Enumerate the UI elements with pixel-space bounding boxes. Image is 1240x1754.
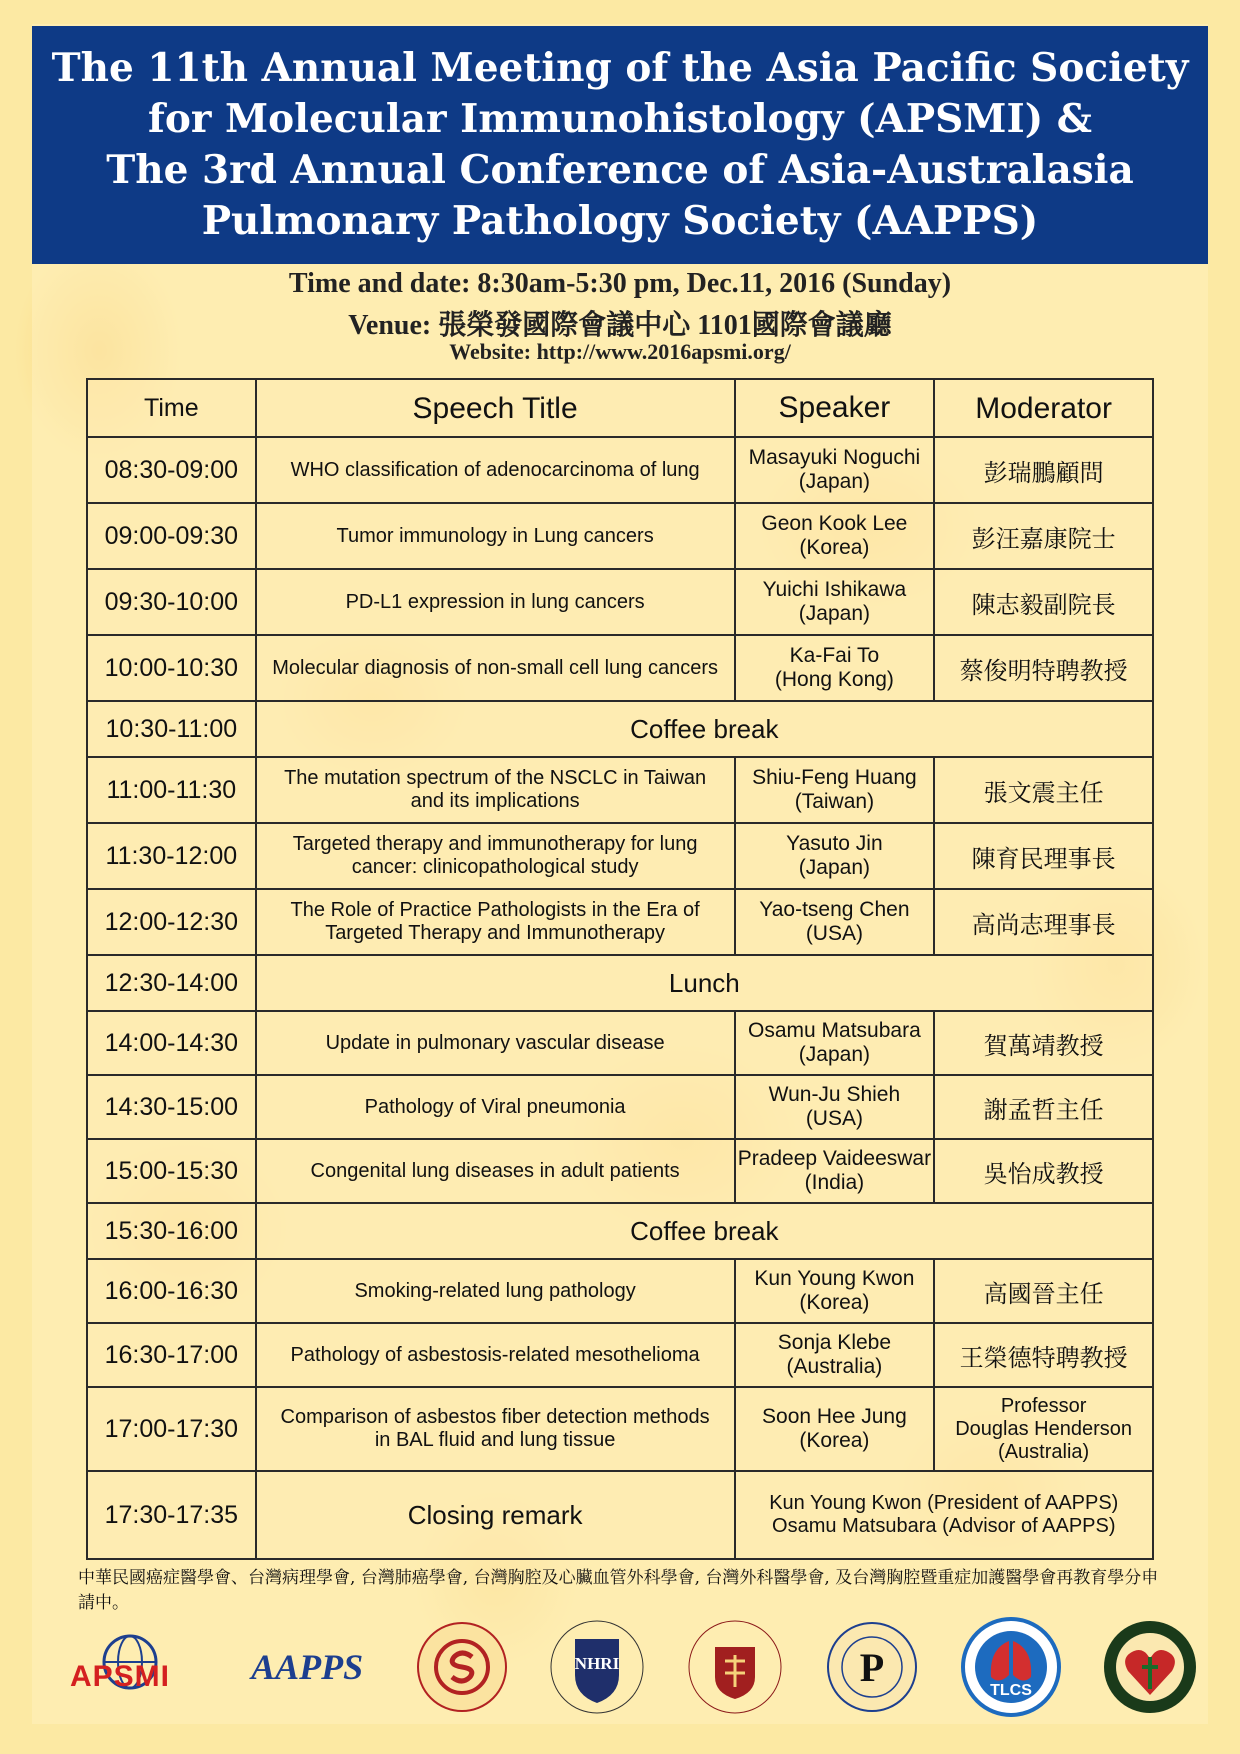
table-row bbox=[87, 569, 1153, 635]
break-row bbox=[87, 701, 1153, 757]
title-line: Targeted Therapy and Immunotherapy bbox=[325, 922, 666, 944]
moderator-cell: 蔡俊明特聘教授 bbox=[934, 635, 1153, 701]
aapps-logo-text: AAPPS bbox=[251, 1647, 364, 1687]
moderator-cell: 吳怡成教授 bbox=[934, 1139, 1153, 1203]
speaker-country: (USA) bbox=[805, 1107, 863, 1130]
speaker-cell bbox=[735, 757, 935, 823]
time-cell: 09:00-09:30 bbox=[87, 503, 256, 569]
speaker-cell bbox=[735, 1259, 935, 1323]
title-cell: Pathology of asbestosis-related mesothelioma bbox=[256, 1323, 735, 1387]
time-cell: 17:30-17:35 bbox=[87, 1471, 256, 1559]
time-cell: 10:30-11:00 bbox=[87, 701, 256, 757]
speaker-cell bbox=[735, 437, 935, 503]
time-cell: 10:00-10:30 bbox=[87, 635, 256, 701]
moderator-cell: 彭汪嘉康院士 bbox=[934, 503, 1153, 569]
time-cell: 12:30-14:00 bbox=[87, 955, 256, 1011]
break-label: Coffee break bbox=[256, 701, 1153, 757]
moderator-cell: 張文震主任 bbox=[934, 757, 1153, 823]
lung-cancer-society-icon bbox=[959, 1615, 1063, 1719]
time-cell: 14:00-14:30 bbox=[87, 1011, 256, 1075]
speaker-name: Ka-Fai To bbox=[789, 644, 880, 667]
title-line-4: Pulmonary Pathology Society (AAPPS) bbox=[201, 198, 1039, 244]
heart-seal-icon bbox=[1100, 1617, 1200, 1717]
apsmi-logo bbox=[40, 1650, 200, 1693]
table-row bbox=[87, 1011, 1153, 1075]
title-line-1: The 11th Annual Meeting of the Asia Pacific Society bbox=[51, 45, 1189, 91]
title-cell: Pathology of Viral pneumonia bbox=[256, 1075, 735, 1139]
speaker-cell bbox=[735, 1387, 935, 1471]
time-cell: 11:30-12:00 bbox=[87, 823, 256, 889]
thoracic-cardiovascular-surgery-logo bbox=[1100, 1617, 1200, 1717]
moderator-cell: 賀萬靖教授 bbox=[934, 1011, 1153, 1075]
table-row bbox=[87, 1259, 1153, 1323]
speaker-name: Yao-tseng Chen bbox=[759, 898, 910, 921]
title-cell bbox=[256, 757, 735, 823]
taipei-medical-university-logo bbox=[685, 1617, 785, 1717]
header-time: Time bbox=[87, 379, 256, 437]
table-row bbox=[87, 823, 1153, 889]
time-cell: 15:30-16:00 bbox=[87, 1203, 256, 1259]
time-cell: 09:30-10:00 bbox=[87, 569, 256, 635]
break-label: Coffee break bbox=[256, 1203, 1153, 1259]
title-line: The mutation spectrum of the NSCLC in Taiwan bbox=[284, 767, 707, 789]
moderator-line: (Australia) bbox=[998, 1440, 1090, 1463]
speaker-cell bbox=[735, 503, 935, 569]
speaker-name: Geon Kook Lee bbox=[761, 512, 908, 535]
oncology-seal-icon bbox=[414, 1619, 510, 1715]
title-banner bbox=[32, 26, 1208, 264]
moderator-cell: 謝孟哲主任 bbox=[934, 1075, 1153, 1139]
sponsor-logos bbox=[40, 1612, 1200, 1722]
title-cell bbox=[256, 823, 735, 889]
table-row bbox=[87, 503, 1153, 569]
pathology-letter: P bbox=[859, 1645, 884, 1690]
speaker-country: (Japan) bbox=[798, 1043, 870, 1066]
nhri-letters: NHRI bbox=[575, 1654, 620, 1673]
table-row bbox=[87, 1323, 1153, 1387]
title-line: The Role of Practice Pathologists in the Era of bbox=[290, 899, 700, 921]
table-row bbox=[87, 889, 1153, 955]
title-cell: Tumor immunology in Lung cancers bbox=[256, 503, 735, 569]
speaker-country: (USA) bbox=[805, 922, 863, 945]
speaker-country: (India) bbox=[804, 1171, 865, 1194]
speaker-name: Osamu Matsubara bbox=[748, 1019, 921, 1042]
title-line: in BAL fluid and lung tissue bbox=[374, 1429, 616, 1451]
moderator-cell: 陳志毅副院長 bbox=[934, 569, 1153, 635]
header-speech-title: Speech Title bbox=[256, 379, 735, 437]
speaker-country: (Korea) bbox=[799, 536, 870, 559]
table-row bbox=[87, 635, 1153, 701]
speaker-name: Kun Young Kwon bbox=[754, 1267, 915, 1290]
table-row bbox=[87, 757, 1153, 823]
time-cell: 12:00-12:30 bbox=[87, 889, 256, 955]
speaker-cell bbox=[735, 889, 935, 955]
table-row bbox=[87, 1387, 1153, 1471]
tmu-crest-icon bbox=[685, 1617, 785, 1717]
time-cell: 15:00-15:30 bbox=[87, 1139, 256, 1203]
table-row bbox=[87, 437, 1153, 503]
closing-row bbox=[87, 1471, 1153, 1559]
website-link[interactable]: Website: http://www.2016apsmi.org/ bbox=[449, 339, 791, 364]
moderator-cell: 彭瑞鵬顧問 bbox=[934, 437, 1153, 503]
speaker-cell bbox=[735, 1011, 935, 1075]
header-moderator: Moderator bbox=[934, 379, 1153, 437]
speaker-name: Sonja Klebe bbox=[777, 1331, 892, 1354]
chinese-oncology-society-logo bbox=[414, 1619, 510, 1715]
schedule-table bbox=[86, 378, 1154, 1560]
title-line: cancer: clinicopathological study bbox=[351, 856, 639, 878]
header-speaker: Speaker bbox=[735, 379, 935, 437]
tlcs-logo bbox=[959, 1615, 1063, 1719]
time-cell: 16:00-16:30 bbox=[87, 1259, 256, 1323]
speaker-country: (Taiwan) bbox=[794, 790, 875, 813]
speaker-cell bbox=[735, 569, 935, 635]
speaker-country: (Korea) bbox=[799, 1291, 870, 1314]
title-line: Comparison of asbestos fiber detection methods bbox=[280, 1406, 710, 1428]
apsmi-logo-text: APSMI bbox=[69, 1660, 170, 1693]
title-line-3: The 3rd Annual Conference of Asia-Australasia bbox=[106, 147, 1134, 193]
time-cell: 16:30-17:00 bbox=[87, 1323, 256, 1387]
moderator-cell: 王榮德特聘教授 bbox=[934, 1323, 1153, 1387]
table-row bbox=[87, 1139, 1153, 1203]
title-cell: Congenital lung diseases in adult patients bbox=[256, 1139, 735, 1203]
speaker-country: (Hong Kong) bbox=[774, 668, 894, 691]
speaker-name: Pradeep Vaideeswar bbox=[737, 1147, 932, 1170]
time-cell: 14:30-15:00 bbox=[87, 1075, 256, 1139]
venue: Venue: 張榮發國際會議中心 1101國際會議廳 bbox=[348, 310, 892, 341]
tlcs-letters: TLCS bbox=[989, 1682, 1032, 1699]
title-cell: Closing remark bbox=[256, 1471, 735, 1559]
time-cell: 08:30-09:00 bbox=[87, 437, 256, 503]
closing-speaker: Kun Young Kwon (President of AAPPS) bbox=[769, 1492, 1119, 1514]
speaker-name: Yasuto Jin bbox=[786, 832, 883, 855]
title-cell bbox=[256, 889, 735, 955]
speaker-name: Wun-Ju Shieh bbox=[768, 1083, 901, 1106]
speaker-cell bbox=[735, 635, 935, 701]
nhri-shield-icon bbox=[547, 1617, 647, 1717]
pathology-seal-icon bbox=[822, 1617, 922, 1717]
speaker-country: (Japan) bbox=[798, 602, 870, 625]
moderator-line: Douglas Henderson bbox=[955, 1417, 1133, 1440]
speaker-country: (Japan) bbox=[798, 470, 870, 493]
moderator-cell: 高國晉主任 bbox=[934, 1259, 1153, 1323]
moderator-cell: 陳育民理事長 bbox=[934, 823, 1153, 889]
title-line: and its implications bbox=[410, 790, 580, 812]
speaker-cell bbox=[735, 1075, 935, 1139]
speaker-cell bbox=[735, 1323, 935, 1387]
table-row bbox=[87, 1075, 1153, 1139]
time-cell: 11:00-11:30 bbox=[87, 757, 256, 823]
speaker-country: (Korea) bbox=[799, 1429, 870, 1452]
title-line-2: for Molecular Immunohistology (APSMI) & bbox=[148, 96, 1092, 142]
speaker-cell bbox=[735, 823, 935, 889]
title-line: Targeted therapy and immunotherapy for lung bbox=[292, 833, 698, 855]
speaker-cell bbox=[735, 1139, 935, 1203]
table-header-row bbox=[87, 379, 1153, 437]
speaker-name: Yuichi Ishikawa bbox=[762, 578, 907, 601]
speaker-name: Soon Hee Jung bbox=[762, 1405, 907, 1428]
speaker-country: (Australia) bbox=[786, 1355, 883, 1378]
speaker-name: Shiu-Feng Huang bbox=[752, 766, 917, 789]
taiwan-society-of-pathology-logo bbox=[822, 1617, 922, 1717]
title-cell bbox=[256, 1387, 735, 1471]
time-cell: 17:00-17:30 bbox=[87, 1387, 256, 1471]
speaker-country: (Japan) bbox=[798, 856, 870, 879]
title-cell: Update in pulmonary vascular disease bbox=[256, 1011, 735, 1075]
speaker-name: Masayuki Noguchi bbox=[748, 446, 921, 469]
moderator-line: Professor bbox=[1000, 1394, 1087, 1417]
moderator-cell bbox=[934, 1387, 1153, 1471]
moderator-cell: 高尚志理事長 bbox=[934, 889, 1153, 955]
title-cell: Smoking-related lung pathology bbox=[256, 1259, 735, 1323]
nhri-logo bbox=[547, 1617, 647, 1717]
title-cell: WHO classification of adenocarcinoma of lung bbox=[256, 437, 735, 503]
aapps-logo bbox=[237, 1646, 377, 1688]
time-and-date: Time and date: 8:30am-5:30 pm, Dec.11, 2016 (Sunday) bbox=[288, 268, 952, 299]
credits-footnote: 中華民國癌症醫學會、台灣病理學會, 台灣肺癌學會, 台灣胸腔及心臟血管外科學會, 台灣外科醫學會, 及台灣胸腔暨重症加護醫學會再教育學分申請中。 bbox=[78, 1568, 1159, 1613]
closing-speaker: Osamu Matsubara (Advisor of AAPPS) bbox=[772, 1515, 1116, 1537]
break-label: Lunch bbox=[256, 955, 1153, 1011]
break-row bbox=[87, 955, 1153, 1011]
title-cell: Molecular diagnosis of non-small cell lung cancers bbox=[256, 635, 735, 701]
closing-speakers-cell bbox=[735, 1471, 1153, 1559]
break-row bbox=[87, 1203, 1153, 1259]
title-cell: PD-L1 expression in lung cancers bbox=[256, 569, 735, 635]
